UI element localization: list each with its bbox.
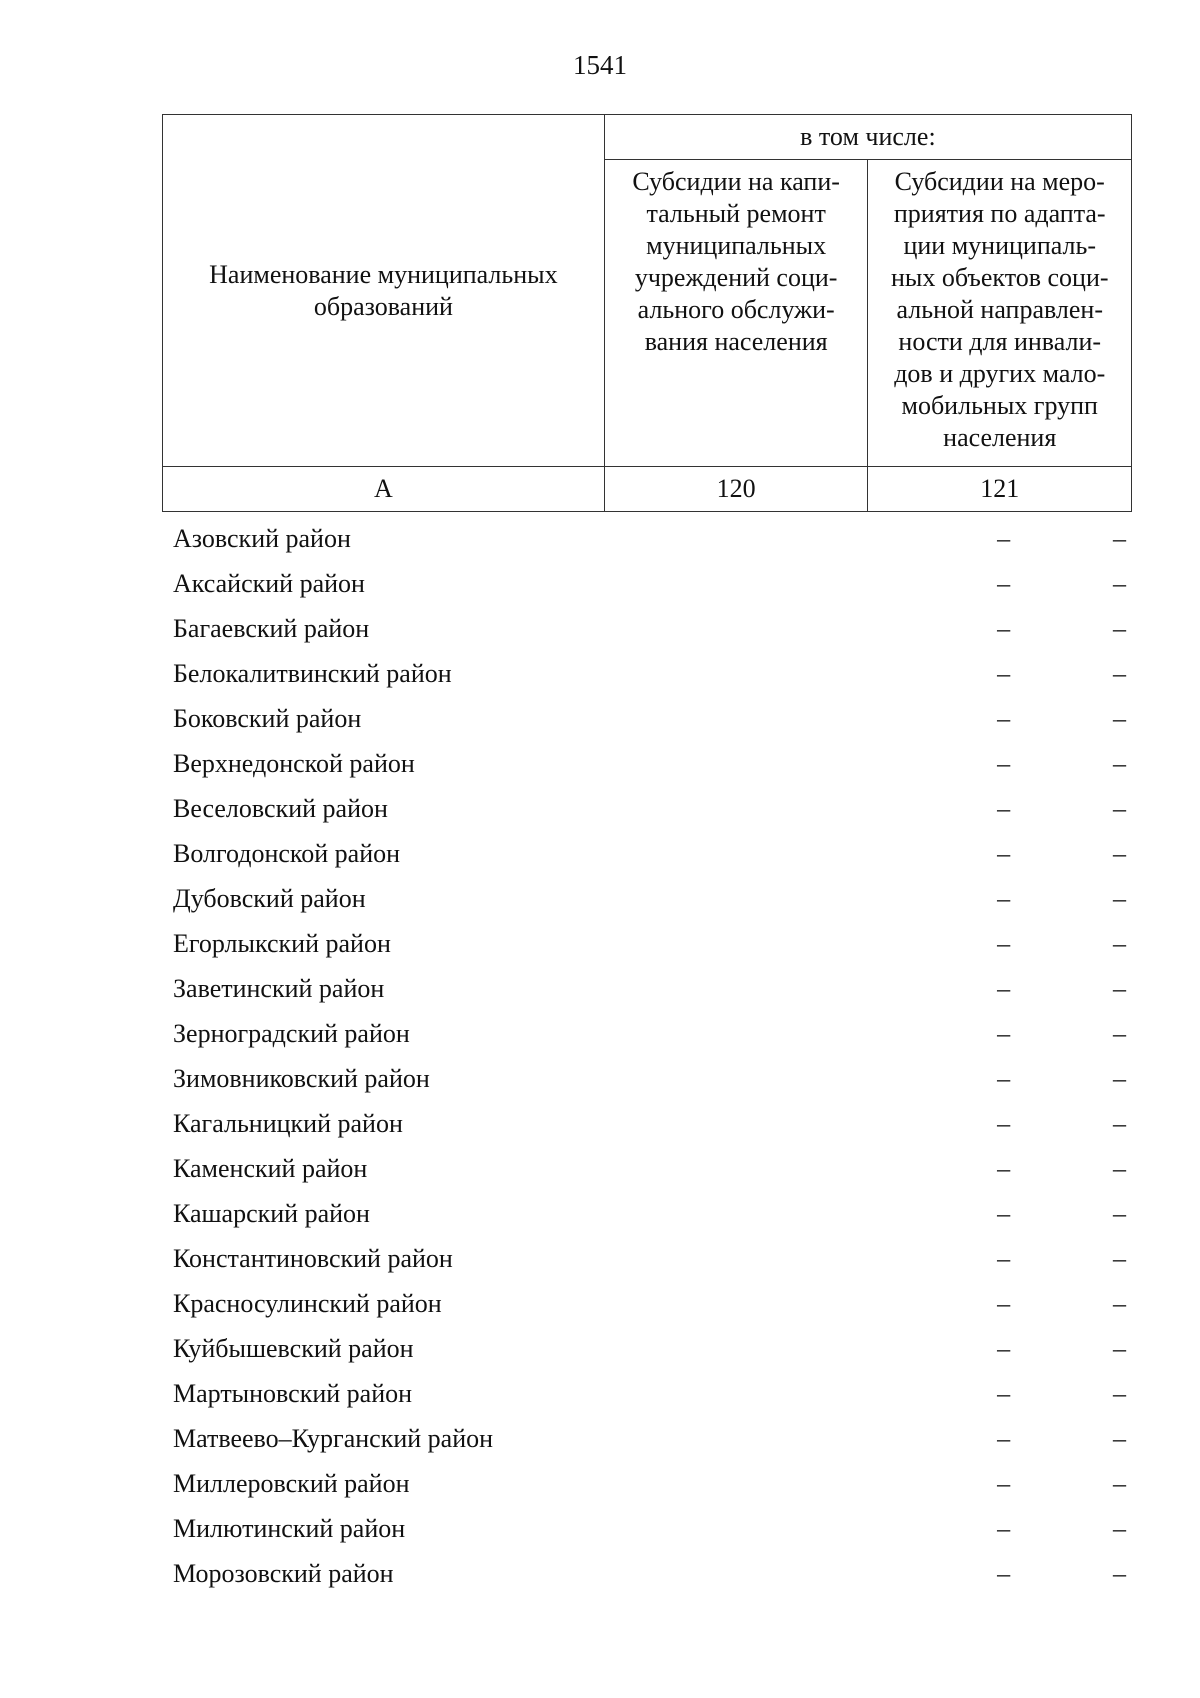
row-value-121: – bbox=[1113, 1468, 1126, 1498]
row-value-120: – bbox=[997, 838, 1011, 868]
row-value-121: – bbox=[1113, 883, 1126, 913]
row-municipality-name: Куйбышевский район bbox=[173, 1333, 414, 1363]
row-value-121: – bbox=[1113, 1513, 1126, 1543]
row-value-120: – bbox=[997, 1288, 1011, 1318]
row-municipality-name: Каменский район bbox=[173, 1153, 368, 1183]
row-value-121: – bbox=[1113, 523, 1126, 553]
row-value-121: – bbox=[1113, 1243, 1126, 1273]
row-value-121: – bbox=[1113, 838, 1126, 868]
table-row bbox=[162, 1146, 1132, 1191]
row-value-120: – bbox=[997, 1198, 1011, 1228]
row-value-120: – bbox=[997, 658, 1011, 688]
row-municipality-name: Верхнедонской район bbox=[173, 748, 415, 778]
row-municipality-name: Мартыновский район bbox=[173, 1378, 413, 1408]
table-row bbox=[162, 1371, 1132, 1416]
row-municipality-name: Волгодонской район bbox=[173, 838, 401, 868]
index-cell-121: 121 bbox=[868, 467, 1132, 512]
row-value-120: – bbox=[997, 1378, 1011, 1408]
index-cell-a: А bbox=[163, 467, 605, 512]
row-value-120: – bbox=[997, 883, 1011, 913]
row-value-121: – bbox=[1113, 793, 1126, 823]
table-row bbox=[162, 1281, 1132, 1326]
header-col-120-text: Субсидии на капи- тальный ремонт муниципальных учреждений соци- ального обслужи- вания населения bbox=[632, 167, 840, 356]
row-value-121: – bbox=[1113, 1153, 1126, 1183]
row-municipality-name: Боковский район bbox=[173, 703, 362, 733]
row-municipality-name: Миллеровский район bbox=[173, 1468, 410, 1498]
row-value-121: – bbox=[1113, 1558, 1126, 1588]
row-value-121: – bbox=[1113, 1108, 1126, 1138]
row-value-121: – bbox=[1113, 973, 1126, 1003]
row-municipality-name: Константиновский район bbox=[173, 1243, 453, 1273]
row-value-121: – bbox=[1113, 1288, 1126, 1318]
table-row bbox=[162, 1461, 1132, 1506]
row-value-120: – bbox=[997, 793, 1011, 823]
row-value-121: – bbox=[1113, 1063, 1126, 1093]
table-row bbox=[162, 651, 1132, 696]
row-value-121: – bbox=[1113, 1198, 1126, 1228]
row-municipality-name: Милютинский район bbox=[173, 1513, 406, 1543]
table-row bbox=[162, 1056, 1132, 1101]
row-value-120: – bbox=[997, 1018, 1011, 1048]
subsidy-table-header bbox=[162, 114, 1132, 512]
row-value-120: – bbox=[997, 1108, 1011, 1138]
header-group-including: в том числе: bbox=[604, 115, 1131, 160]
table-row bbox=[162, 696, 1132, 741]
table-row bbox=[162, 1101, 1132, 1146]
row-municipality-name: Кагальницкий район bbox=[173, 1108, 403, 1138]
row-value-120: – bbox=[997, 1468, 1011, 1498]
table-row bbox=[162, 831, 1132, 876]
table-row bbox=[162, 786, 1132, 831]
table-row bbox=[162, 876, 1132, 921]
row-value-120: – bbox=[997, 748, 1011, 778]
row-municipality-name: Аксайский район bbox=[173, 568, 365, 598]
row-municipality-name: Веселовский район bbox=[173, 793, 388, 823]
row-value-120: – bbox=[997, 568, 1011, 598]
row-value-120: – bbox=[997, 1558, 1011, 1588]
table-row bbox=[162, 1236, 1132, 1281]
row-value-120: – bbox=[997, 523, 1011, 553]
table-row bbox=[162, 966, 1132, 1011]
header-col-121 bbox=[868, 160, 1132, 467]
page-number: 1541 bbox=[573, 50, 627, 80]
row-value-120: – bbox=[997, 1423, 1011, 1453]
row-municipality-name: Матвеево–Курганский район bbox=[173, 1423, 494, 1453]
row-value-120: – bbox=[997, 973, 1011, 1003]
row-value-120: – bbox=[997, 1513, 1011, 1543]
row-value-120: – bbox=[997, 613, 1011, 643]
header-col-121-text: Субсидии на меро- приятия по адапта- ции муниципаль- ных объектов соци- альной направлен- ности для инвали- дов и других мало- мобильных групп населения bbox=[890, 167, 1109, 452]
table-body bbox=[162, 516, 1132, 1596]
row-municipality-name: Белокалитвинский район bbox=[173, 658, 452, 688]
table-row bbox=[162, 1416, 1132, 1461]
table-row bbox=[162, 606, 1132, 651]
row-value-121: – bbox=[1113, 658, 1126, 688]
row-value-120: – bbox=[997, 928, 1011, 958]
table-row bbox=[162, 921, 1132, 966]
table-row bbox=[162, 561, 1132, 606]
row-value-121: – bbox=[1113, 1018, 1126, 1048]
row-value-121: – bbox=[1113, 748, 1126, 778]
header-municipality-name: Наименование муниципальных образований bbox=[163, 115, 605, 467]
row-value-121: – bbox=[1113, 928, 1126, 958]
row-value-121: – bbox=[1113, 1333, 1126, 1363]
row-municipality-name: Азовский район bbox=[173, 523, 351, 553]
row-value-121: – bbox=[1113, 613, 1126, 643]
row-municipality-name: Зерноградский район bbox=[173, 1018, 410, 1048]
row-value-120: – bbox=[997, 1153, 1011, 1183]
row-municipality-name: Зимовниковский район bbox=[173, 1063, 430, 1093]
row-value-120: – bbox=[997, 1333, 1011, 1363]
row-value-121: – bbox=[1113, 1378, 1126, 1408]
table-row bbox=[162, 1191, 1132, 1236]
row-value-120: – bbox=[997, 1243, 1011, 1273]
table-row bbox=[162, 1326, 1132, 1371]
row-municipality-name: Багаевский район bbox=[173, 613, 370, 643]
row-municipality-name: Красносулинский район bbox=[173, 1288, 442, 1318]
table-row bbox=[162, 1011, 1132, 1056]
table-row bbox=[162, 741, 1132, 786]
row-municipality-name: Дубовский район bbox=[173, 883, 366, 913]
row-municipality-name: Кашарский район bbox=[173, 1198, 370, 1228]
row-value-120: – bbox=[997, 703, 1011, 733]
table-row bbox=[162, 516, 1132, 561]
table-row bbox=[162, 1551, 1132, 1596]
index-cell-120: 120 bbox=[604, 467, 868, 512]
row-municipality-name: Морозовский район bbox=[173, 1558, 394, 1588]
row-value-121: – bbox=[1113, 703, 1126, 733]
row-municipality-name: Егорлыкский район bbox=[173, 928, 391, 958]
row-value-121: – bbox=[1113, 1423, 1126, 1453]
row-municipality-name: Заветинский район bbox=[173, 973, 385, 1003]
row-value-120: – bbox=[997, 1063, 1011, 1093]
table-row bbox=[162, 1506, 1132, 1551]
header-col-120 bbox=[604, 160, 868, 467]
row-value-121: – bbox=[1113, 568, 1126, 598]
